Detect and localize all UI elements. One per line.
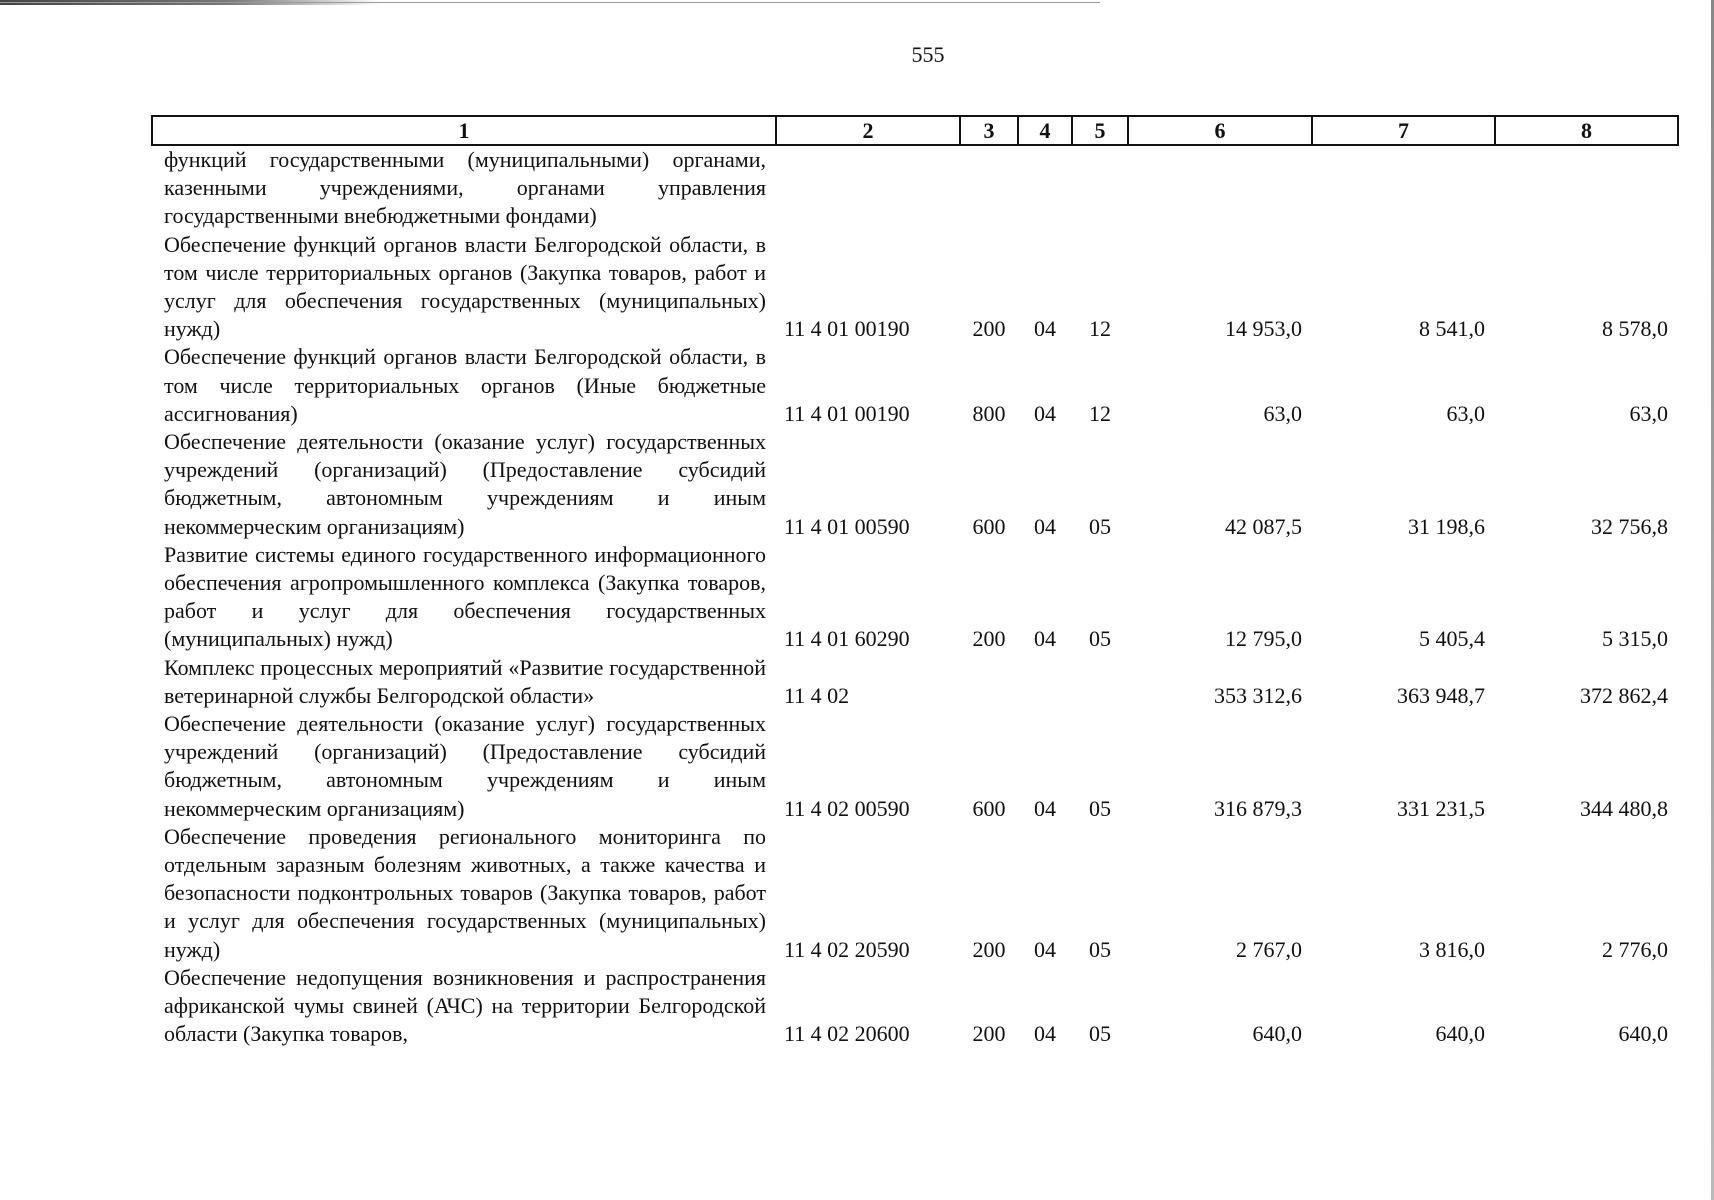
- row-amount-col8: 5 315,0: [1602, 626, 1668, 652]
- row-amount-col8: 640,0: [1618, 1021, 1668, 1047]
- row-amount-col8: 32 756,8: [1591, 513, 1668, 539]
- budget-table: [151, 115, 1679, 1049]
- row-section: 04: [1034, 513, 1056, 539]
- row-amount-col7: 331 231,5: [1397, 795, 1485, 821]
- row-subsection: 05: [1089, 936, 1111, 962]
- row-amount-col7: 5 405,4: [1419, 626, 1485, 652]
- row-subsection: 05: [1089, 626, 1111, 652]
- row-section: [1018, 145, 1072, 231]
- row-amount-col7: 363 948,7: [1397, 682, 1485, 708]
- table-row: [152, 654, 1678, 710]
- row-target-code: 11 4 01 00190: [784, 400, 910, 426]
- header-col-1: 1: [152, 116, 776, 145]
- row-amount-col7: 8 541,0: [1419, 316, 1485, 342]
- row-amount-col6: 2 767,0: [1236, 936, 1302, 962]
- row-description: Развитие системы единого государственного информационного обеспечения агропромышленного комплекса (Закупка товаров, работ и услуг для обеспечения государственных (муниципальных) нужд): [164, 541, 766, 652]
- row-amount-col6: 640,0: [1252, 1021, 1302, 1047]
- table-row: [152, 145, 1678, 231]
- header-col-3: 3: [960, 116, 1018, 145]
- header-col-5: 5: [1072, 116, 1128, 145]
- row-subsection: 05: [1089, 1021, 1111, 1047]
- table-row: [152, 964, 1678, 1049]
- row-subsection: 12: [1089, 400, 1111, 426]
- header-col-8: 8: [1495, 116, 1678, 145]
- table-row: [152, 541, 1678, 654]
- header-col-2: 2: [776, 116, 960, 145]
- row-section: [1018, 654, 1072, 710]
- row-expense-type: 200: [972, 626, 1006, 652]
- row-target-code: 11 4 01 00590: [784, 513, 910, 539]
- row-expense-type: 600: [972, 513, 1006, 539]
- row-amount-col6: 14 953,0: [1225, 316, 1302, 342]
- header-col-4: 4: [1018, 116, 1072, 145]
- row-amount-col7: [1312, 145, 1495, 231]
- row-target-code: [776, 145, 960, 231]
- row-expense-type: 200: [972, 1021, 1006, 1047]
- row-amount-col8: 372 862,4: [1580, 682, 1668, 708]
- row-section: 04: [1034, 400, 1056, 426]
- row-target-code: 11 4 02 00590: [784, 795, 910, 821]
- row-description: Обеспечение деятельности (оказание услуг) государственных учреждений (организаций) (Предоставление субсидий бюджетным, автономным учреждениям и иным некоммерческим организациям): [164, 711, 766, 821]
- row-amount-col6: 12 795,0: [1225, 626, 1302, 652]
- scan-line-top: [0, 2, 1100, 3]
- row-target-code: 11 4 01 00190: [784, 316, 910, 342]
- table-row: [152, 231, 1678, 344]
- row-amount-col8: 63,0: [1629, 400, 1668, 426]
- row-expense-type: [960, 145, 1018, 231]
- row-section: 04: [1034, 795, 1056, 821]
- row-amount-col8: 8 578,0: [1602, 316, 1668, 342]
- table-row: [152, 428, 1678, 541]
- page-number: 555: [911, 42, 945, 67]
- row-section: 04: [1034, 1021, 1056, 1047]
- row-description: Комплекс процессных мероприятий «Развитие государственной ветеринарной службы Белгородской области»: [164, 654, 766, 708]
- row-expense-type: 200: [972, 936, 1006, 962]
- row-description: Обеспечение недопущения возникновения и распространения африканской чумы свиней (АЧС) на территории Белгородской области (Закупка товаров,: [164, 964, 766, 1047]
- table-row: [152, 710, 1678, 823]
- row-section: 04: [1034, 626, 1056, 652]
- row-amount-col6: 42 087,5: [1225, 513, 1302, 539]
- row-description: Обеспечение функций органов власти Белгородской области, в том числе территориальных органов (Закупка товаров, работ и услуг для обеспечения государственных (муниципальных) нужд): [164, 231, 766, 342]
- row-expense-type: [960, 654, 1018, 710]
- row-description: Обеспечение деятельности (оказание услуг) государственных учреждений (организаций) (Предоставление субсидий бюджетным, автономным учреждениям и иным некоммерческим организациям): [164, 429, 766, 539]
- header-col-6: 6: [1128, 116, 1312, 145]
- row-amount-col8: 344 480,8: [1580, 795, 1668, 821]
- row-description: Обеспечение функций органов власти Белгородской области, в том числе территориальных органов (Иные бюджетные ассигнования): [164, 344, 766, 426]
- row-expense-type: 800: [972, 400, 1006, 426]
- row-subsection: 05: [1089, 795, 1111, 821]
- row-description: функций государственными (муниципальными) органами, казенными учреждениями, органами управления государственными внебюджетными фондами): [164, 147, 766, 229]
- row-amount-col7: 31 198,6: [1408, 513, 1485, 539]
- table-row: [152, 343, 1678, 428]
- table-row: [152, 823, 1678, 964]
- row-amount-col6: 63,0: [1263, 400, 1302, 426]
- header-col-7: 7: [1312, 116, 1495, 145]
- row-target-code: 11 4 02 20590: [784, 936, 910, 962]
- table-body: [152, 145, 1678, 1049]
- row-description: Обеспечение проведения регионального мониторинга по отдельным заразным болезням животных, а также качества и безопасности подконтрольных товаров (Закупка товаров, работ и услуг для обеспечения государственных (муниципальных) нужд): [164, 823, 766, 962]
- row-expense-type: 600: [972, 795, 1006, 821]
- table-header: [152, 116, 1678, 145]
- row-subsection: [1072, 654, 1128, 710]
- row-amount-col7: 63,0: [1446, 400, 1485, 426]
- row-amount-col6: [1128, 145, 1312, 231]
- row-amount-col7: 3 816,0: [1419, 936, 1485, 962]
- row-amount-col7: 640,0: [1435, 1021, 1485, 1047]
- row-subsection: 05: [1089, 513, 1111, 539]
- row-section: 04: [1034, 936, 1056, 962]
- row-amount-col6: 353 312,6: [1214, 682, 1302, 708]
- row-amount-col8: 2 776,0: [1602, 936, 1668, 962]
- row-target-code: 11 4 02: [784, 682, 850, 708]
- row-subsection: [1072, 145, 1128, 231]
- row-expense-type: 200: [972, 316, 1006, 342]
- row-target-code: 11 4 01 60290: [784, 626, 910, 652]
- header-row: [152, 116, 1678, 145]
- row-target-code: 11 4 02 20600: [784, 1021, 910, 1047]
- row-section: 04: [1034, 316, 1056, 342]
- row-subsection: 12: [1089, 316, 1111, 342]
- row-amount-col8: [1495, 145, 1678, 231]
- row-amount-col6: 316 879,3: [1214, 795, 1302, 821]
